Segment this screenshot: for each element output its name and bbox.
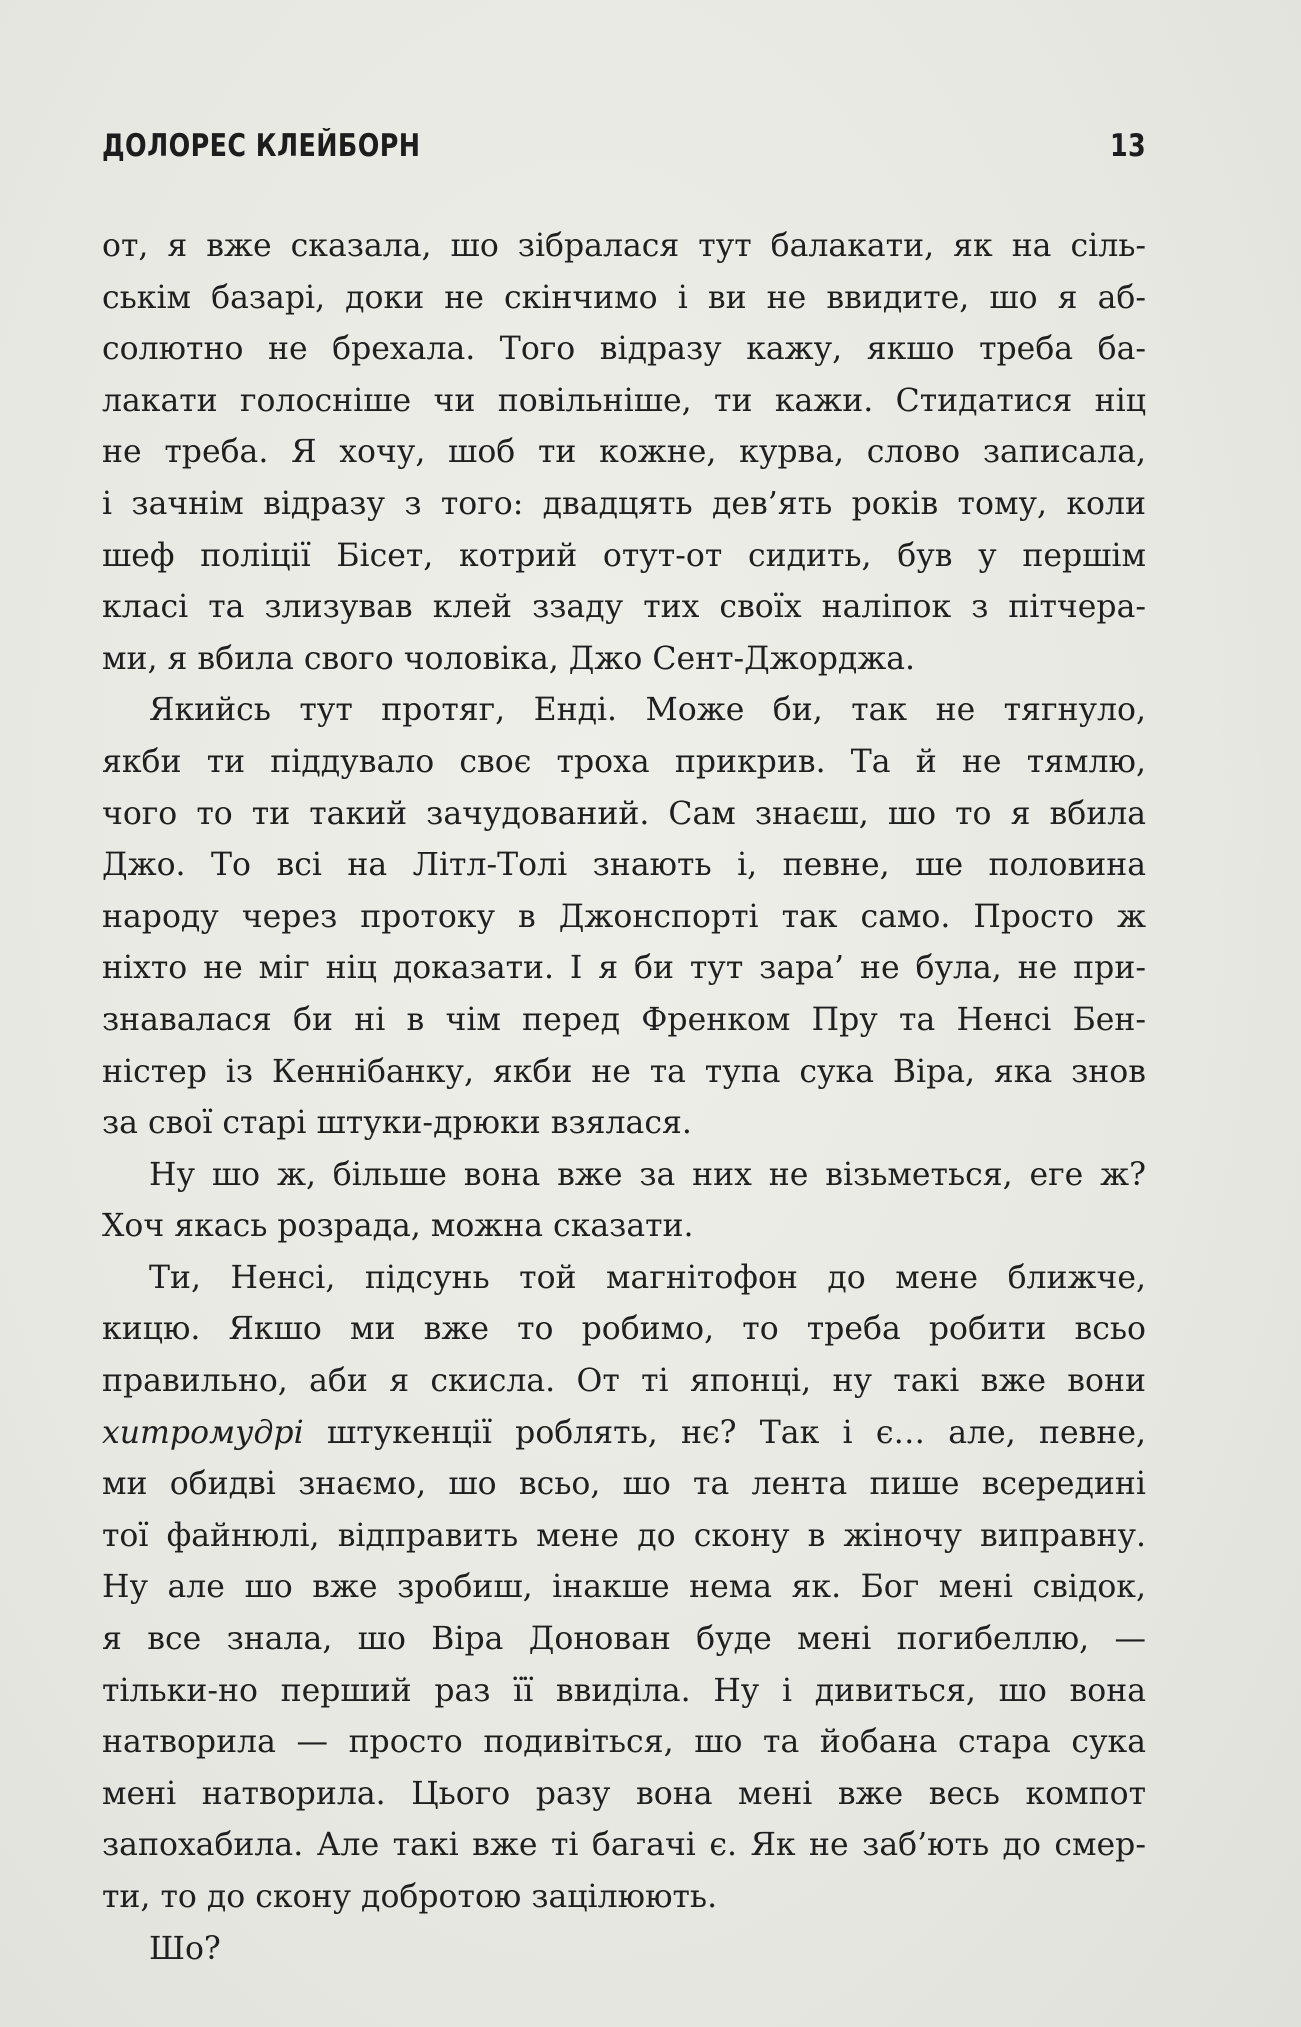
line-remainder: штукенції роблять, нє? Так і є… але, певне, bbox=[303, 1414, 1146, 1451]
text-line: шеф поліції Бісет, котрий отут-от сидить, був у першім bbox=[102, 537, 1146, 574]
text-line: солютно не брехала. Того відразу кажу, якшо треба ба- bbox=[102, 331, 1146, 368]
text-line: тільки-но перший раз її ввиділа. Ну і дивиться, шо вона bbox=[102, 1672, 1146, 1709]
text-line: чого то ти такий зачудований. Сам знаєш, шо то я вбила bbox=[102, 795, 1146, 832]
text-line: народу через протоку в Джонспорті так само. Просто ж bbox=[102, 898, 1146, 935]
page-number: 13 bbox=[1109, 128, 1146, 164]
text-line: Ну але шо вже зробиш, інакше нема як. Бог мені свідок, bbox=[102, 1569, 1146, 1606]
body-text bbox=[102, 221, 1146, 1975]
text-line: і зачнім відразу з того: двадцять дев’ять років тому, коли bbox=[102, 485, 1146, 522]
text-line: ськім базарі, доки не скінчимо і ви не ввидите, шо я аб- bbox=[102, 279, 1146, 316]
text-line: якби ти піддувало своє троха прикрив. Та й не тямлю, bbox=[102, 743, 1146, 780]
paragraph-end-line: ми, я вбила свого чоловіка, Джо Сент-Джорджа. bbox=[102, 640, 916, 677]
book-title: ДОЛОРЕС КЛЕЙБОРН bbox=[102, 128, 421, 164]
text-line: я все знала, шо Віра Донован буде мені погибеллю, — bbox=[102, 1621, 1146, 1658]
text-line: правильно, аби я скисла. От ті японці, ну такі вже вони bbox=[102, 1363, 1146, 1400]
text-line: ми обидві знаємо, шо всьо, шо та лента пише всередині bbox=[102, 1466, 1146, 1503]
text-line-with-italic bbox=[102, 1408, 1146, 1460]
text-line: натворила — просто подивіться, шо та йобана стара сука bbox=[102, 1724, 1146, 1761]
running-head bbox=[102, 128, 1146, 172]
text-line: тої файнюлі, відправить мене до скону в жіночу виправну. bbox=[102, 1517, 1146, 1554]
text-line: лакати голосніше чи повільніше, ти кажи. Стидатися ніц bbox=[102, 382, 1146, 419]
text-line: знавалася би ні в чім перед Френком Пру та Ненсі Бен- bbox=[102, 1001, 1146, 1038]
text-line: ністер із Кеннібанку, якби не та тупа сука Віра, яка знов bbox=[102, 1053, 1146, 1090]
text-line: запохабила. Але такі вже ті багачі є. Як не заб’ють до смер- bbox=[102, 1827, 1146, 1864]
paragraph-end-line: за свої старі штуки-дрюки взялася. bbox=[102, 1105, 692, 1142]
paragraph-end-line: ти, то до скону добротою зацілюють. bbox=[102, 1879, 718, 1915]
paragraph-first-line: Шо? bbox=[149, 1930, 221, 1967]
paragraph-first-line: Ну шо ж, більше вона вже за них не візьметься, еге ж? bbox=[149, 1156, 1146, 1193]
text-line: мені натворила. Цього разу вона мені вже весь компот bbox=[102, 1775, 1146, 1812]
text-line: кицю. Якшо ми вже то робимо, то треба робити всьо bbox=[102, 1311, 1146, 1348]
text-line: класі та злизував клей ззаду тих своїх наліпок з пітчера- bbox=[102, 589, 1146, 626]
paragraph-end-line: Хоч якась розрада, можна сказати. bbox=[102, 1208, 694, 1245]
text-line: не треба. Я хочу, шоб ти кожне, курва, слово записала, bbox=[102, 434, 1146, 471]
text-line: от, я вже сказала, шо зібралася тут балакати, як на сіль- bbox=[102, 228, 1146, 264]
italic-word: хитромудрі bbox=[102, 1414, 304, 1451]
text-line: ніхто не міг ніц доказати. І я би тут зара’ не була, не при- bbox=[102, 950, 1146, 987]
text-line: Джо. То всі на Літл-Толі знають і, певне, ше половина bbox=[102, 847, 1146, 884]
paragraph-first-line: Ти, Ненсі, підсунь той магнітофон до мене ближче, bbox=[149, 1259, 1146, 1296]
paragraph-first-line: Якийсь тут протяг, Енді. Може би, так не тягнуло, bbox=[149, 692, 1146, 729]
